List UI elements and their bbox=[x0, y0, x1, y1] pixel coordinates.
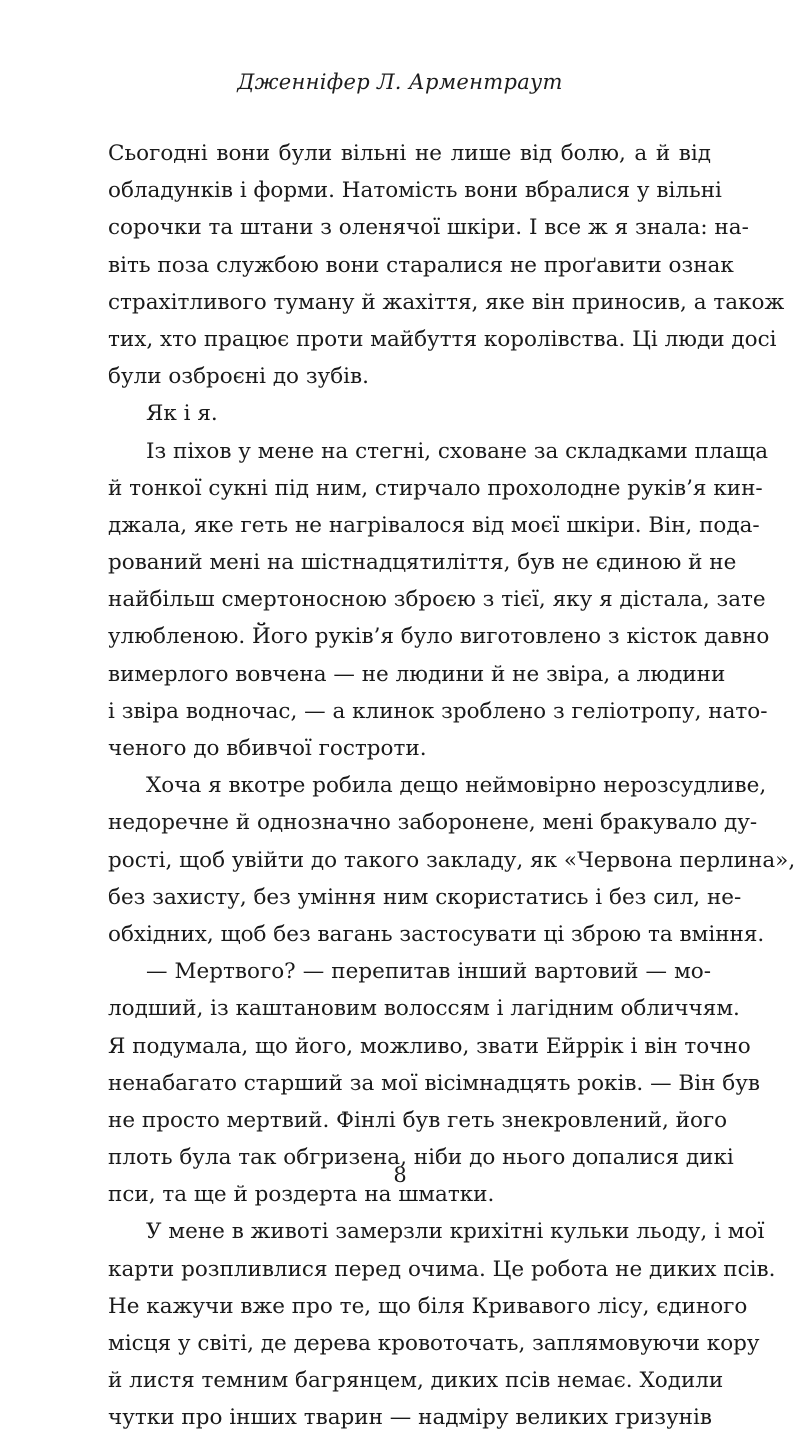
text-line: обладунків і форми. Натомість вони вбралися у вільні bbox=[108, 178, 722, 204]
page-number: 8 bbox=[393, 1163, 407, 1187]
text-line: найбільш смертоносною зброєю з тієї, яку я дістала, зате bbox=[108, 587, 766, 613]
text-line: без захисту, без уміння ним скористатись і без сил, не- bbox=[108, 884, 742, 910]
text-line: У мене в животі замерзли крихітні кульки льоду, і мої bbox=[146, 1219, 765, 1245]
text-line: сорочки та штани з оленячої шкіри. І все ж я знала: на- bbox=[108, 215, 749, 241]
text-line: Як і я. bbox=[146, 401, 218, 427]
text-line: карти розпливлися перед очима. Це робота не диких псів. bbox=[108, 1256, 776, 1282]
text-line: улюбленою. Його руків’я було виготовлено з кісток давно bbox=[108, 624, 770, 650]
text-line: — Мертвого? — перепитав інший вартовий — мо- bbox=[146, 959, 711, 985]
text-line: Хоча я вкотре робила дещо неймовірно нерозсудливе, bbox=[146, 773, 767, 799]
text-line: рості, щоб увійти до такого закладу, як «Червона перлина», bbox=[108, 847, 796, 873]
text-line: Не кажучи вже про те, що біля Кривавого лісу, єдиного bbox=[108, 1293, 748, 1319]
text-line: джала, яке геть не нагрівалося від моєї шкіри. Він, пода- bbox=[108, 512, 760, 538]
text-line: Із піхов у мене на стегні, сховане за складками плаща bbox=[146, 438, 769, 464]
text-line: вимерлого вовчена — не людини й не звіра, а людини bbox=[108, 661, 726, 687]
text-line: не просто мертвий. Фінлі був геть знекровлений, його bbox=[108, 1107, 728, 1133]
text-line: лодший, із каштановим волоссям і лагідним обличчям. bbox=[108, 996, 740, 1022]
text-line: Сьогодні вони були вільні не лише від болю, а й від bbox=[108, 141, 711, 166]
text-line: тих, хто працює проти майбуття королівства. Ці люди досі bbox=[108, 326, 777, 352]
text-line: плоть була так обгризена, ніби до нього допалися дикі bbox=[108, 1145, 734, 1171]
text-line: й тонкої сукні під ним, стирчало прохолодне руків’я кин- bbox=[108, 475, 763, 501]
text-line: Я подумала, що його, можливо, звати Ейррік і він точно bbox=[108, 1033, 751, 1059]
text-line: були озброєні до зубів. bbox=[108, 364, 369, 390]
text-line: обхідних, щоб без вагань застосувати ці зброю та вміння. bbox=[108, 921, 765, 947]
text-line: і звіра водночас, — а клинок зроблено з геліотропу, нато- bbox=[108, 698, 768, 724]
text-line: чутки про інших тварин — надміру великих гризунів bbox=[108, 1405, 712, 1431]
text-line: страхітливого туману й жахіття, яке він приносив, а також bbox=[108, 289, 785, 315]
text-line: пси, та ще й роздерта на шматки. bbox=[108, 1182, 495, 1208]
text-line: ченого до вбивчої гостроти. bbox=[108, 736, 427, 761]
body-text bbox=[108, 135, 796, 1437]
text-line: недоречне й однозначно заборонене, мені бракувало ду- bbox=[108, 810, 758, 836]
text-line: віть поза службою вони старалися не проґавити ознак bbox=[108, 252, 734, 278]
text-line: місця у світі, де дерева кровоточать, заплямовуючи кору bbox=[108, 1331, 760, 1356]
text-line: й листя темним багрянцем, диких псів немає. Ходили bbox=[108, 1368, 724, 1394]
text-line: ненабагато старший за мої вісімнадцять років. — Він був bbox=[108, 1070, 760, 1096]
running-head-author: Дженніфер Л. Арментраут bbox=[237, 70, 563, 94]
text-line: рований мені на шістнадцятиліття, був не єдиною й не bbox=[108, 550, 737, 576]
